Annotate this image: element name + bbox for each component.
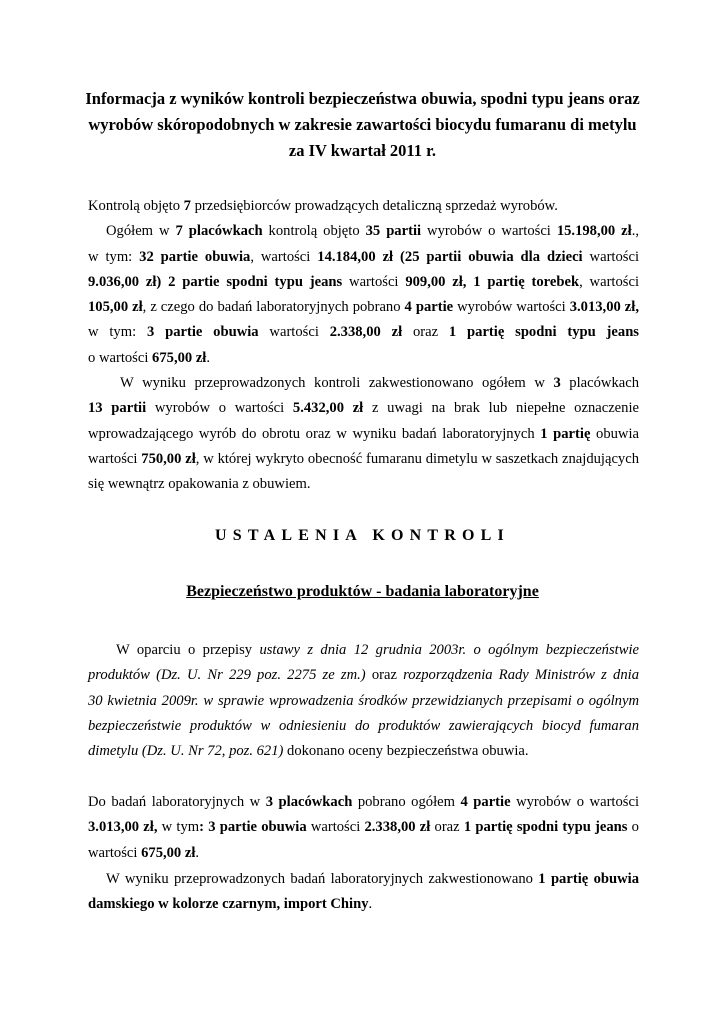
text-line: produktów (Dz. U. Nr 229 poz. 2275 ze zm.) oraz rozporządzenia Rady Ministrów z dnia [88,667,639,684]
legal-basis-paragraph [88,638,639,764]
text-line: Do badań laboratoryjnych w 3 placówkach pobrano ogółem 4 partie wyrobów o wartości [88,794,639,810]
document-title [60,86,665,164]
text-line: bezpieczeństwie produktów w odniesieniu do produktów zawierających biocyd fumaran [88,717,639,734]
text-line: wartości 750,00 zł, w której wykryto obecność fumaranu dimetylu w saszetkach znajdujących [88,450,639,467]
text-line: 13 partii wyrobów o wartości 5.432,00 zł z uwagi na brak lub niepełne oznaczenie [88,400,639,417]
text-line: 3.013,00 zł, w tym: 3 partie obuwia wartości 2.338,00 zł oraz 1 partię spodni typu jeans o [88,819,639,836]
text-line: Ogółem w 7 placówkach kontrolą objęto 35 partii wyrobów o wartości 15.198,00 zł., [106,223,640,240]
text-line: się wewnątrz opakowania z obuwiem. [88,476,311,493]
title-line-1: Informacja z wyników kontroli bezpieczeństwa obuwia, spodni typu jeans oraz [85,89,640,108]
title-line-3: za IV kwartał 2011 r. [288,141,437,160]
text-line: dimetylu (Dz. U. Nr 72, poz. 621) dokonano oceny bezpieczeństwa obuwia. [88,743,529,760]
lab-tests-paragraph [88,790,639,866]
text-line: W wyniku przeprowadzonych badań laboratoryjnych zakwestionowano 1 partię obuwia [106,871,639,887]
text-line: W oparciu o przepisy ustawy z dnia 12 grudnia 2003r. o ogólnym bezpieczeństwie [116,642,639,658]
section-heading: USTALENIA KONTROLI [215,527,510,544]
text-line: 30 kwietnia 2009r. w sprawie wprowadzenia środków przewidzianych przepisami o ogólnym [88,692,639,709]
text-line: 9.036,00 zł) 2 partie spodni typu jeans wartości 909,00 zł, 1 partię torebek, wartości [88,273,639,290]
result-paragraph [88,371,639,497]
text-line: w tym: 3 partie obuwia wartości 2.338,00 zł oraz 1 partię spodni typu jeans [88,324,639,341]
title-line-2: wyrobów skóropodobnych w zakresie zawartości biocydu fumaranu di metylu [88,115,637,134]
text-line: damskiego w kolorze czarnym, import Chiny. [88,896,373,913]
lab-result-paragraph [88,867,639,918]
text-line: Kontrolą objęto 7 przedsiębiorców prowadzących detaliczną sprzedaż wyrobów. [88,198,558,214]
text-line: wartości 675,00 zł. [88,844,200,861]
text-line: 105,00 zł, z czego do badań laboratoryjnych pobrano 4 partie wyrobów wartości 3.013,00 zł, [88,299,639,316]
text-line: W wyniku przeprowadzonych kontroli zakwestionowano ogółem w 3 placówkach [120,375,640,391]
intro-paragraph [88,194,639,371]
subsection-heading: Bezpieczeństwo produktów - badania laboratoryjne [186,583,539,600]
text-line: o wartości 675,00 zł. [88,349,211,366]
text-line: w tym: 32 partie obuwia, wartości 14.184,00 zł (25 partii obuwia dla dzieci wartości [88,248,639,265]
text-line: wprowadzającego wyrób do obrotu oraz w wyniku badań laboratoryjnych 1 partię obuwia [88,425,639,442]
